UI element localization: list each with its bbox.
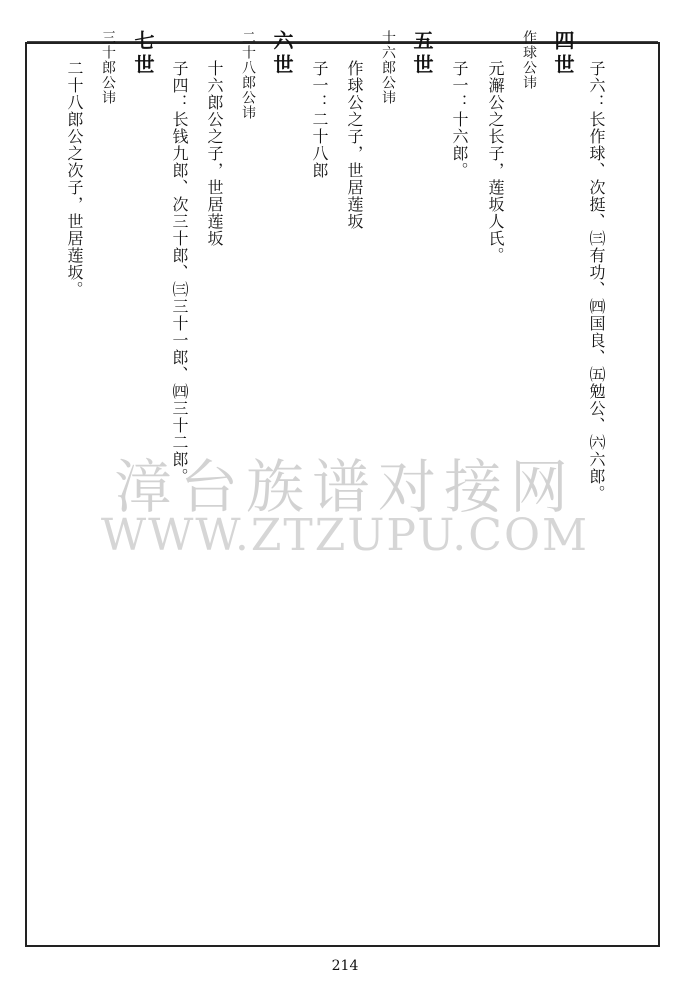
generation-heading-5: 五世 <box>410 30 434 78</box>
generation-heading-7: 七世 <box>131 30 155 78</box>
ancestor-name-column: 作球公讳 <box>521 30 537 90</box>
text-column-8: 作球公之子，世居莲坂 <box>345 60 364 230</box>
text-column-5: 子一：十六郎。 <box>450 60 469 179</box>
text-column-4: 元澥公之长子，莲坂人氏。 <box>486 60 505 264</box>
ancestor-name-column: 三十郎公讳 <box>100 30 116 105</box>
text-column-12: 十六郎公之子，世居莲坂 <box>205 60 224 247</box>
page-number: 214 <box>331 958 359 974</box>
page-border <box>25 42 660 947</box>
watermark-chinese: 漳台族谱对接网 <box>113 453 576 521</box>
watermark-url: WWW.ZTZUPU.COM <box>100 510 590 561</box>
generation-heading-4: 四世 <box>551 30 575 78</box>
text-column-13: 子四：长钱九郎、次三十郎、㈢三十一郎、㈣三十二郎。 <box>170 60 189 485</box>
text-column-9: 子一：二十八郎 <box>310 60 329 179</box>
ancestor-name-column: 二十八郎公讳 <box>240 30 256 120</box>
generation-heading-6: 六世 <box>270 30 294 78</box>
text-column-16: 二十八郎公之次子，世居莲坂。 <box>65 60 84 298</box>
ancestor-name-column: 十六郎公讳 <box>380 30 396 105</box>
text-column-1: 子六：长作球、次挺、㈢有功、㈣国良、㈤勉公、㈥六郎。 <box>587 60 606 502</box>
